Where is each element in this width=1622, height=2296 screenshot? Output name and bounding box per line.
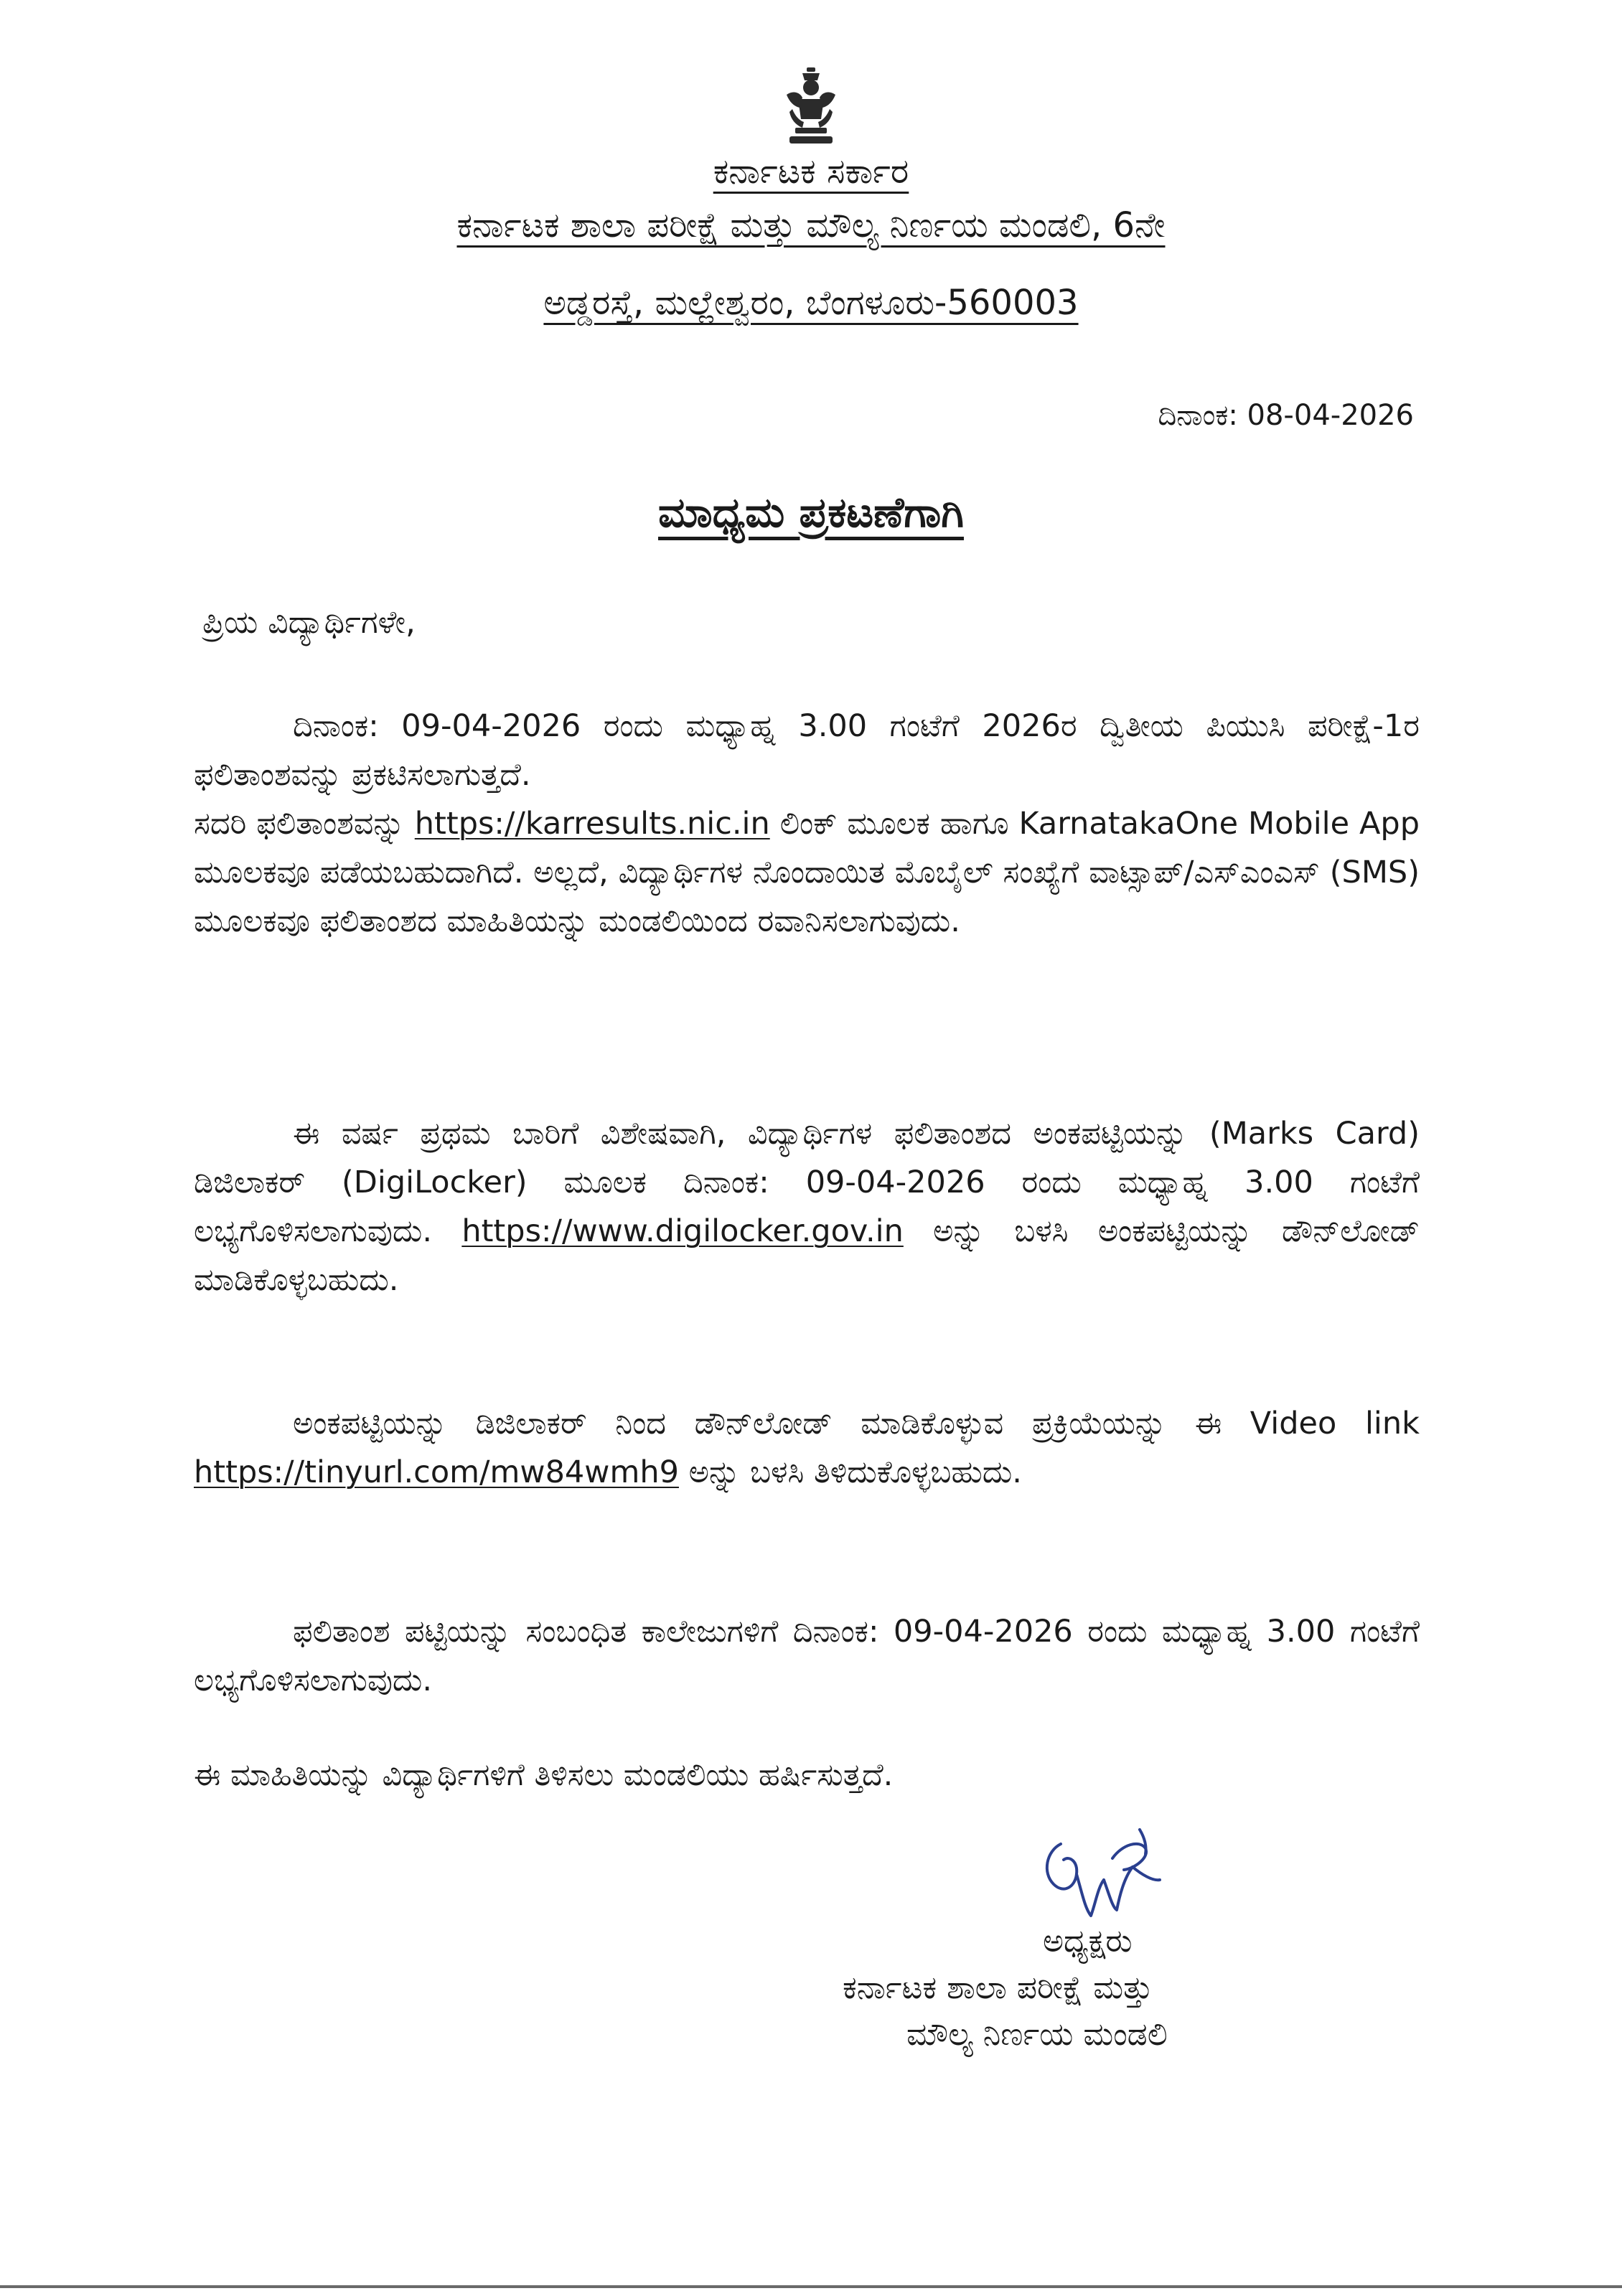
release-date: ದಿನಾಂಕ: 08-04-2026 <box>1158 399 1414 432</box>
paragraph-text: ದಿನಾಂಕ: 09-04-2026 ರಂದು ಮಧ್ಯಾಹ್ನ 3.00 ಗಂಟೆಗೆ 2026ರ ದ್ವಿತೀಯ ಪಿಯುಸಿ ಪರೀಕ್ಷೆ-1ರ ಫಲಿತಾಂಶವನ್ನು ಪ್ರಕಟಿಸಲಾಗುತ್ತದೆ. <box>194 708 1420 793</box>
salutation: ಪ್ರಿಯ ವಿದ್ಯಾರ್ಥಿಗಳೇ, <box>202 604 416 641</box>
header-government: ಕರ್ನಾಟಕ ಸರ್ಕಾರ <box>713 151 909 192</box>
paragraph-text: ಈ ವರ್ಷ ಪ್ರಥಮ ಬಾರಿಗೆ ವಿಶೇಷವಾಗಿ, ವಿದ್ಯಾರ್ಥಿಗಳ ಫಲಿತಾಂಶದ ಅಂಕಪಟ್ಟಿಯನ್ನು (Marks Card) ಡಿಜಿಲಾಕರ್ (DigiLocker) ಮೂಲಕ ದಿನಾಂಕ: 09-04-2026 ರಂದು ಮಧ್ಯಾಹ್ನ 3.00 ಗಂಟೆಗೆ ಲಭ್ಯಗೊಳಿಸಲಾಗುವುದು. <box>194 1116 1420 1249</box>
digilocker-link[interactable]: https://www.digilocker.gov.in <box>461 1213 904 1249</box>
header-board-name: ಕರ್ನಾಟಕ ಶಾಲಾ ಪರೀಕ್ಷೆ ಮತ್ತು ಮೌಲ್ಯ ನಿರ್ಣಯ ಮಂಡಲಿ, 6ನೇ <box>456 205 1166 245</box>
paragraph-text: ಸದರಿ ಫಲಿತಾಂಶವನ್ನು <box>194 806 405 842</box>
paragraph-text: ಅನ್ನು ಬಳಸಿ ತಿಳಿದುಕೊಳ್ಳಬಹುದು. <box>688 1454 1022 1490</box>
header-address: ಅಡ್ಡರಸ್ತೆ, ಮಲ್ಲೇಶ್ವರಂ, ಬೆಂಗಳೂರು-560003 <box>543 283 1079 323</box>
paragraph-text: ಅಂಕಪಟ್ಟಿಯನ್ನು ಡಿಜಿಲಾಕರ್ ನಿಂದ ಡೌನ್‌ಲೋಡ್ ಮಾಡಿಕೊಳ್ಳುವ ಪ್ರಕ್ರಿಯೆಯನ್ನು ಈ Video link <box>293 1406 1420 1441</box>
paragraph-text: ಫಲಿತಾಂಶ ಪಟ್ಟಿಯನ್ನು ಸಂಬಂಧಿತ ಕಾಲೇಜುಗಳಿಗೆ ದಿನಾಂಕ: 09-04-2026 ರಂದು ಮಧ್ಯಾಹ್ನ 3.00 ಗಂಟೆಗೆ ಲಭ್ಯಗೊಳಿಸಲಾಗುವುದು. <box>194 1614 1420 1698</box>
paragraph-text: ಈ ಮಾಹಿತಿಯನ್ನು ವಿದ್ಯಾರ್ಥಿಗಳಿಗೆ ತಿಳಿಸಲು ಮಂಡಲಿಯು ಹರ್ಷಿಸುತ್ತದೆ. <box>194 1757 894 1793</box>
paragraph-digilocker <box>194 1109 1420 1304</box>
paragraph-video-link <box>194 1399 1420 1497</box>
paragraph-text: ಅನ್ನು ಬಳಸಿ ಅಂಕಪಟ್ಟಿಯನ್ನು ಡೌನ್‌ಲೋಡ್ ಮಾಡಿಕೊಳ್ಳಬಹುದು. <box>194 1213 1420 1298</box>
karresults-link[interactable]: https://karresults.nic.in <box>414 806 770 842</box>
signatory-org-line1: ಕರ್ನಾಟಕ ಶಾಲಾ ಪರೀಕ್ಷೆ ಮತ್ತು <box>843 1970 1153 2006</box>
video-tutorial-link[interactable]: https://tinyurl.com/mw84wmh9 <box>194 1454 679 1490</box>
page-bottom-edge <box>0 2285 1622 2288</box>
paragraph-college-results <box>194 1607 1420 1705</box>
paragraph-closing <box>194 1751 1420 1799</box>
document-title: ಮಾಧ್ಯಮ ಪ್ರಕಟಣೆಗಾಗಿ <box>658 488 964 537</box>
paragraph-result-announcement <box>194 702 1420 946</box>
signatory-role: ಅಧ್ಯಕ್ಷರು <box>1043 1923 1133 1959</box>
signature-icon <box>1032 1815 1168 1923</box>
karnataka-emblem-icon <box>777 66 845 149</box>
paragraph-text: ಲಿಂಕ್ ಮೂಲಕ ಹಾಗೂ KarnatakaOne Mobile App ಮೂಲಕವೂ ಪಡೆಯಬಹುದಾಗಿದೆ. ಅಲ್ಲದೆ, ವಿದ್ಯಾರ್ಥಿಗಳ ನೊಂದಾಯಿತ ಮೊಬೈಲ್ ಸಂಖ್ಯೆಗೆ ವಾಟ್ಸಾಪ್/ಎಸ್‌ಎಂಎಸ್ (SMS) ಮೂಲಕವೂ ಫಲಿತಾಂಶದ ಮಾಹಿತಿಯನ್ನು ಮಂಡಲಿಯಿಂದ ರವಾನಿಸಲಾಗುವುದು. <box>194 806 1420 939</box>
signatory-org-line2: ಮೌಲ್ಯ ನಿರ್ಣಯ ಮಂಡಲಿ <box>906 2016 1168 2053</box>
